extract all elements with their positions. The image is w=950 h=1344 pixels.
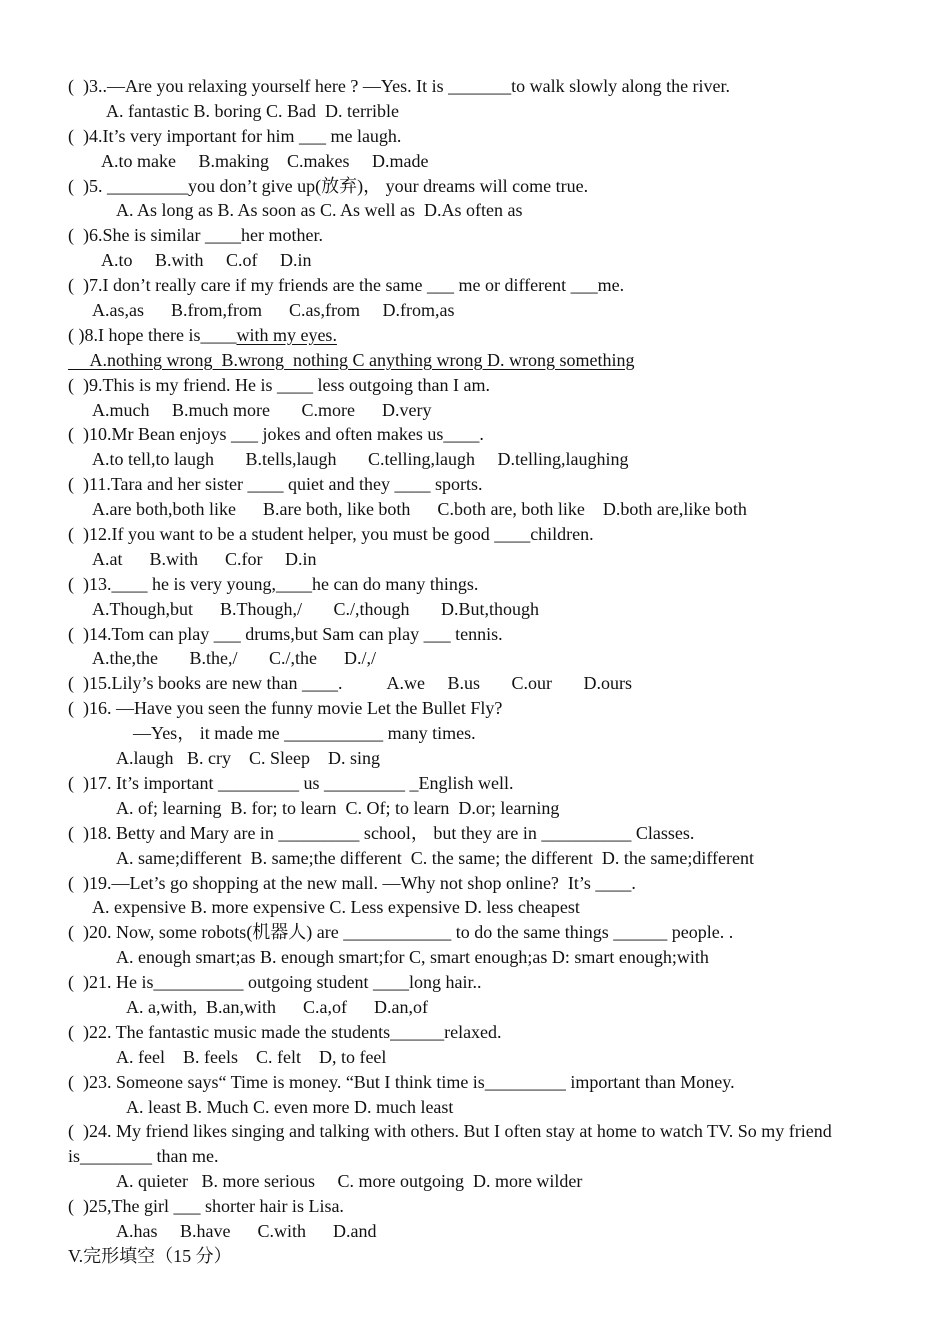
line-text: is________ than me. xyxy=(68,1146,219,1167)
line-text: A.as,as B.from,from C.as,from D.from,as xyxy=(92,300,455,321)
line-text: ( )3..—Are you relaxing yourself here ? —Yes. It is _______to walk slowly along the river. xyxy=(68,76,731,96)
exam-line xyxy=(0,1244,950,1269)
exam-line xyxy=(0,547,950,572)
exam-line xyxy=(0,198,950,223)
line-text: ( )20. Now, some robots(机器人) are ____________ to do the same things ______ people. . xyxy=(68,922,734,943)
exam-line xyxy=(0,472,950,497)
line-text: A. a,with, B.an,with C.a,of D.an,of xyxy=(126,996,428,1017)
line-text: ( )22. The fantastic music made the students______relaxed. xyxy=(68,1021,502,1042)
exam-line xyxy=(0,248,950,273)
exam-line xyxy=(0,696,950,721)
exam-line xyxy=(0,1144,950,1169)
line-text: ( )7.I don’t really care if my friends are the same ___ me or different ___me. xyxy=(68,275,625,296)
line-text: A. feel B. feels C. felt D, to feel xyxy=(116,1046,387,1067)
line-text: ( )15.Lily’s books are new than ____. A.we B.us C.our D.ours xyxy=(68,673,632,694)
line-text: A. same;different B. same;the different C. the same; the different D. the same;different xyxy=(116,847,754,868)
exam-line xyxy=(0,846,950,871)
exam-line xyxy=(0,895,950,920)
line-text: ( )9.This is my friend. He is ____ less outgoing than I am. xyxy=(68,374,490,395)
line-text: A.nothing wrong B.wrong nothing C anything wrong D. wrong something xyxy=(68,349,635,370)
line-text: ( )12.If you want to be a student helper, you must be good ____children. xyxy=(68,524,594,545)
exam-line xyxy=(0,871,950,896)
exam-line xyxy=(0,1219,950,1244)
exam-line xyxy=(0,497,950,522)
exam-line xyxy=(0,1169,950,1194)
line-text: V.完形填空（15 分） xyxy=(68,1245,232,1266)
exam-line xyxy=(0,522,950,547)
exam-line xyxy=(0,945,950,970)
exam-line xyxy=(0,1045,950,1070)
line-text: ( )16. —Have you seen the funny movie Let the Bullet Fly? xyxy=(68,698,503,719)
line-text: ( )6.She is similar ____her mother. xyxy=(68,225,323,246)
line-text: A. As long as B. As soon as C. As well as D.As often as xyxy=(116,200,523,221)
line-text: ( )19.—Let’s go shopping at the new mall. —Why not shop online? It’s ____. xyxy=(68,872,636,893)
exam-line xyxy=(0,796,950,821)
exam-line xyxy=(0,671,950,696)
exam-line xyxy=(0,273,950,298)
line-text: A.at B.with C.for D.in xyxy=(92,548,317,569)
exam-line xyxy=(0,174,950,199)
exam-line xyxy=(0,298,950,323)
exam-line xyxy=(0,398,950,423)
line-text: A.much B.much more C.more D.very xyxy=(92,399,432,420)
exam-line xyxy=(0,920,950,945)
exam-line xyxy=(0,99,950,124)
exam-line xyxy=(0,597,950,622)
exam-line xyxy=(0,74,950,99)
line-text: —Yes， it made me ___________ many times. xyxy=(133,723,476,744)
underlined-text: with my eyes. xyxy=(236,324,337,345)
line-text: A.laugh B. cry C. Sleep D. sing xyxy=(116,748,380,769)
exam-line xyxy=(0,422,950,447)
line-text: A.Though,but B.Though,/ C./,though D.But,though xyxy=(92,598,540,619)
exam-line xyxy=(0,622,950,647)
line-text: A. enough smart;as B. enough smart;for C, smart enough;as D: smart enough;with xyxy=(116,947,709,968)
exam-line xyxy=(0,323,950,348)
exam-line xyxy=(0,721,950,746)
exam-line xyxy=(0,572,950,597)
line-text: A. quieter B. more serious C. more outgoing D. more wilder xyxy=(116,1171,583,1192)
line-text: A. of; learning B. for; to learn C. Of; to learn D.or; learning xyxy=(116,797,560,818)
line-text: ( )21. He is__________ outgoing student ____long hair.. xyxy=(68,972,482,993)
line-text: ( )14.Tom can play ___ drums,but Sam can play ___ tennis. xyxy=(68,623,503,644)
line-text: ( )11.Tara and her sister ____ quiet and they ____ sports. xyxy=(68,474,483,495)
exam-line xyxy=(0,771,950,796)
line-text: A.are both,both like B.are both, like both C.both are, both like D.both are,like both xyxy=(92,499,747,520)
exam-line xyxy=(0,746,950,771)
exam-line xyxy=(0,1095,950,1120)
line-text: A. least B. Much C. even more D. much least xyxy=(126,1096,454,1117)
exam-line xyxy=(0,149,950,174)
exam-line xyxy=(0,995,950,1020)
exam-line xyxy=(0,223,950,248)
line-text: ( )18. Betty and Mary are in _________ school， but they are in __________ Classes. xyxy=(68,822,695,843)
line-text: ( )4.It’s very important for him ___ me laugh. xyxy=(68,125,402,146)
exam-line xyxy=(0,821,950,846)
line-text: A.to make B.making C.makes D.made xyxy=(101,150,429,171)
exam-line xyxy=(0,348,950,373)
line-text: ( )13.____ he is very young,____he can do many things. xyxy=(68,573,479,594)
line-text: ( )23. Someone says“ Time is money. “But I think time is_________ important than Money. xyxy=(68,1071,735,1092)
line-text: A.to tell,to laugh B.tells,laugh C.telling,laugh D.telling,laughing xyxy=(92,449,629,470)
exam-line xyxy=(0,970,950,995)
exam-line xyxy=(0,447,950,472)
exam-line xyxy=(0,373,950,398)
exam-page xyxy=(0,74,950,1269)
line-text: ( )17. It’s important _________ us _________ _English well. xyxy=(68,772,514,793)
line-text: ( )5. _________you don’t give up(放弃)， your dreams will come true. xyxy=(68,175,589,196)
line-text: ( )10.Mr Bean enjoys ___ jokes and often makes us____. xyxy=(68,424,484,445)
exam-line xyxy=(0,124,950,149)
exam-line xyxy=(0,646,950,671)
line-text: ( )25,The girl ___ shorter hair is Lisa. xyxy=(68,1196,344,1217)
exam-line xyxy=(0,1119,950,1144)
line-text: A. expensive B. more expensive C. Less expensive D. less cheapest xyxy=(92,897,580,918)
line-text: A.to B.with C.of D.in xyxy=(101,250,312,271)
line-text: A. fantastic B. boring C. Bad D. terrible xyxy=(106,100,399,121)
exam-line xyxy=(0,1020,950,1045)
line-text: ( )24. My friend likes singing and talking with others. But I often stay at home to watch TV. So my friend xyxy=(68,1121,832,1142)
line-text: ( )8.I hope there is____ xyxy=(68,324,237,345)
line-text: A.has B.have C.with D.and xyxy=(116,1220,377,1241)
line-text: A.the,the B.the,/ C./,the D./,/ xyxy=(92,648,376,669)
exam-line xyxy=(0,1070,950,1095)
exam-line xyxy=(0,1194,950,1219)
